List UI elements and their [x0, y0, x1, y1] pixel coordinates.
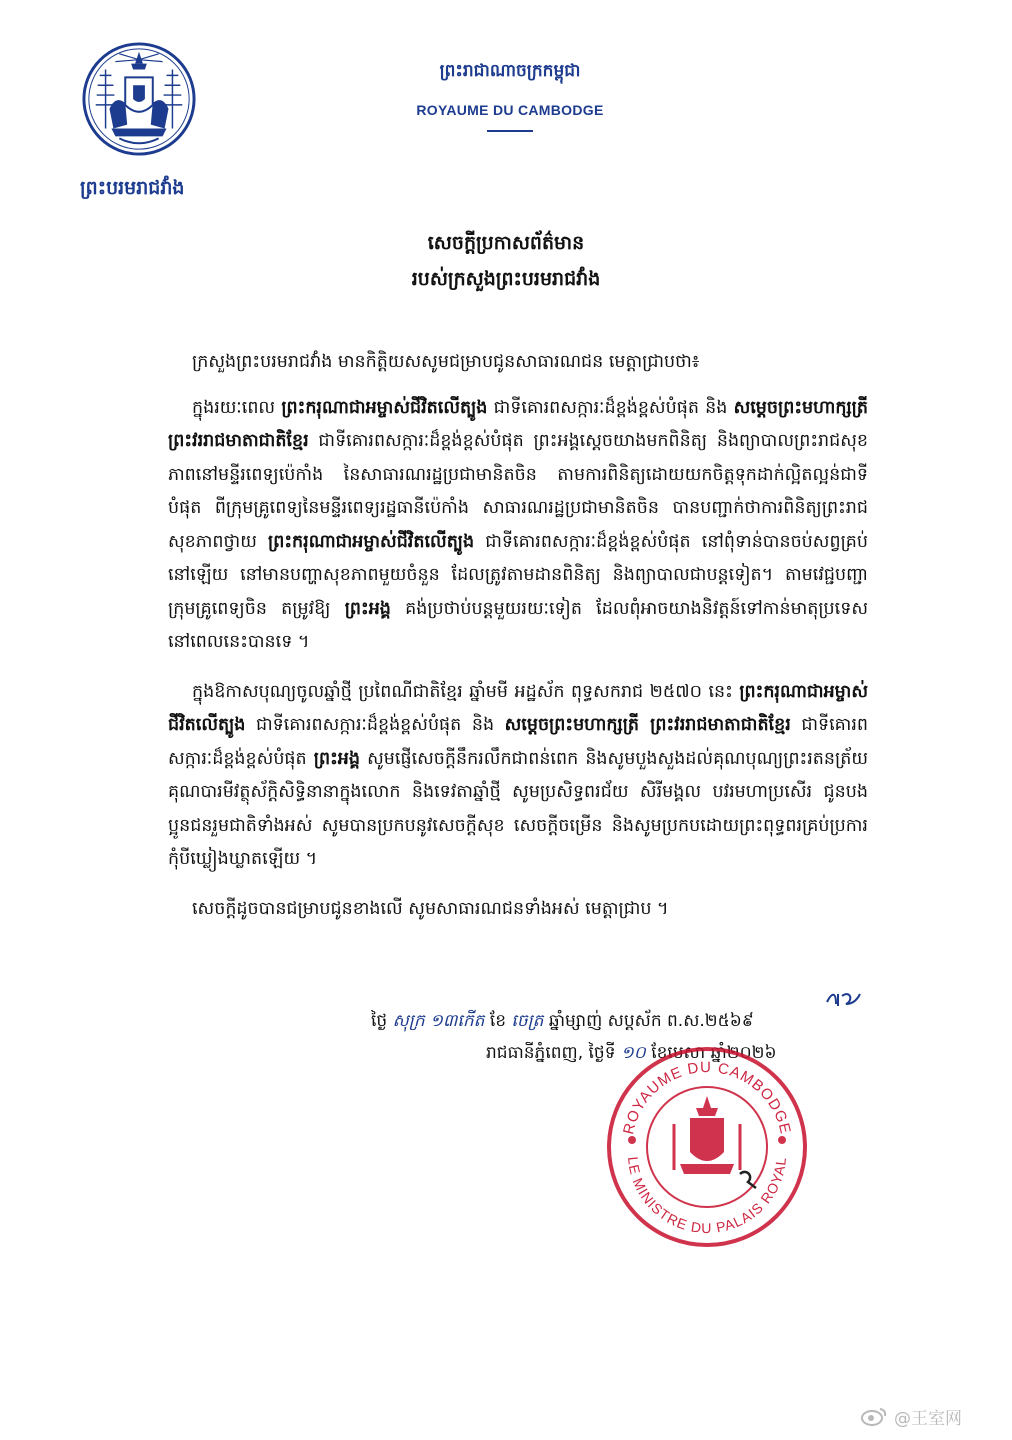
- place-day-handwritten: ១០: [620, 1043, 646, 1063]
- weibo-icon: [860, 1406, 888, 1426]
- closing-paragraph: សេចក្តីដូចបានជម្រាបជូនខាងលើ សូមសាធារណជនទាំងអស់ មេត្តាជ្រាប ។: [192, 898, 669, 919]
- ministry-name: ព្រះបរមរាជវាំង: [80, 177, 185, 199]
- p2-text-e: សូមផ្ញើសេចក្តីនឹករលឹកជាពន់ពេក និងសូមបួងសួងដល់គុណបុណ្យព្រះរតនត្រ័យ គុណបារមីវត្ថុស័ក្តិសិទ្ធិនានាក្នុងលោក និងទេវតាឆ្នាំថ្មី សូមប្រសិទ្ធពរជ័យ សិរីមង្គល បវរមហាប្រសើរ ជូនបងប្អូនជនរួមជាតិទាំងអស់ សូមបានប្រកបនូវសេចក្តីសុខ សេចក្តីចម្រើន និងសូមប្រកបដោយព្រះពុទ្ធពរគ្រប់ប្រការ កុំបីឃ្លៀងឃ្លាតឡើយ ។: [168, 748, 868, 869]
- p1-text-d: ជាទីគោរពសក្ការៈដ៏ខ្ពង់ខ្ពស់បំផុត ព្រះអង្គស្តេចយាងមកពិនិត្យ និងព្យាបាលព្រះរាជសុខភាពនៅមន្ទីរពេទ្យប៉េកាំង នៃសាធារណរដ្ឋប្រជាមានិតចិន តាមការពិនិត្យដោយយកចិត្តទុកដាក់ល្អិតល្អន់ជាទីបំផុត ពីក្រុមគ្រូពេទ្យនៃមន្ទីរពេទ្យរដ្ឋធានីប៉េកាំង សាធារណរដ្ឋប្រជាមានិតចិន បានបញ្ជាក់ថាការពិនិត្យព្រះរាជសុខភាពថ្វាយ: [168, 431, 868, 552]
- intro-paragraph: ក្រសួងព្រះបរមរាជវាំង មានកិត្តិយសសូមជម្រាបជូនសាធារណជន មេត្តាជ្រាបថា៖: [192, 352, 700, 372]
- p1-text-a: ក្នុងរយៈពេល: [192, 397, 282, 418]
- month-handwritten: ចេត្រ: [511, 1011, 544, 1031]
- place-month: ខែមេសា ឆ្នាំ២០២៦: [651, 1043, 777, 1063]
- place-text: រាជធានីភ្នំពេញ, ថ្ងៃទី: [486, 1043, 616, 1063]
- p2-text-c: ជាទីគោរពសក្ការៈដ៏ខ្ពង់ខ្ពស់បំផុត និង: [245, 715, 505, 735]
- document-title: [300, 225, 712, 297]
- kingdom-name-khmer: ព្រះរាជាណាចក្រកម្ពុជា: [439, 61, 581, 81]
- p1-text-c: ជាទីគោរពសក្ការៈដ៏ខ្ពង់ខ្ពស់បំផុត និង: [487, 397, 734, 418]
- p2-text-a: ក្នុងឱកាសបុណ្យចូលឆ្នាំថ្មី ប្រពៃណីជាតិខ្មែរ ឆ្នាំមមី អដ្ឋស័ក ពុទ្ធសករាជ ២៥៧០ នេះ: [192, 681, 740, 702]
- day-handwritten: សុក្រ ១៣កើត: [392, 1011, 485, 1031]
- year-text: ឆ្នាំម្សាញ់ សប្តស័ក ព.ស.២៥៦៩: [548, 1011, 754, 1031]
- p2-his-majesty: ព្រះអង្គ: [313, 748, 361, 769]
- p1-text-e: ជាទីគោរពសក្ការៈដ៏ខ្ពង់ខ្ពស់បំផុត នៅពុំទាន់បានចប់សព្វគ្រប់នៅឡើយ នៅមានបញ្ហាសុខភាពមួយចំនួន ដែលត្រូវតាមដានពិនិត្យ និងព្យាបាលជាបន្តទៀត។ តាមវេជ្ជបញ្ជាក្រុមគ្រូពេទ្យចិន តម្រូវឱ្យ: [168, 531, 868, 619]
- day-label: ថ្ងៃ: [371, 1011, 388, 1031]
- p2-queen-mother-title: សម្តេចព្រះមហាក្សត្រី ព្រះវររាជមាតាជាតិខ្មែរ: [504, 715, 791, 735]
- title-line-1: សេចក្តីប្រកាសព័ត៌មាន: [427, 232, 585, 254]
- p1-king-title-2: ព្រះករុណាជាអម្ចាស់ជីវិតលើត្បូង: [268, 531, 475, 552]
- weibo-watermark: [860, 1402, 1000, 1430]
- document-body: [168, 346, 868, 938]
- p1-his-majesty: ព្រះអង្គ: [344, 598, 391, 619]
- p1-king-title: ព្រះករុណាជាអម្ចាស់ជីវិតលើត្បូង: [281, 397, 488, 418]
- royal-arms-emblem: [80, 40, 198, 158]
- watermark-text: @王室网: [894, 1408, 962, 1429]
- month-label: ខែ: [489, 1011, 507, 1031]
- lunar-date-line: [371, 1006, 891, 1036]
- seal-text-bottom: LE MINISTRE DU PALAIS ROYAL: [624, 1155, 790, 1237]
- health-paragraph: [168, 392, 868, 660]
- p1-queen-mother-title: សម្តេចព្រះមហាក្សត្រី ព្រះវររាជមាតាជាតិខ្មែរ: [168, 397, 868, 451]
- new-year-paragraph: [168, 676, 868, 877]
- p1-text-f: គង់ប្រថាប់បន្តមួយរយៈទៀត ដែលពុំអាចយាងនិវត្តន៍ទៅកាន់មាតុប្រទេស នៅពេលនេះបានទេ ។: [168, 598, 868, 652]
- title-line-2: របស់ក្រសួងព្រះបរមរាជវាំង: [411, 268, 601, 290]
- header-divider: [487, 130, 533, 132]
- p2-text-d: ជាទីគោរពសក្ការៈដ៏ខ្ពង់ខ្ពស់បំផុត: [168, 715, 868, 769]
- p2-king-title: ព្រះករុណាជាអម្ចាស់ជីវិតលើត្បូង: [168, 681, 868, 735]
- seal-text-top: ROYAUME DU CAMBODGE: [620, 1058, 794, 1137]
- official-seal-stamp: [604, 1044, 810, 1250]
- kingdom-name-french: ROYAUME DU CAMBODGE: [416, 102, 604, 118]
